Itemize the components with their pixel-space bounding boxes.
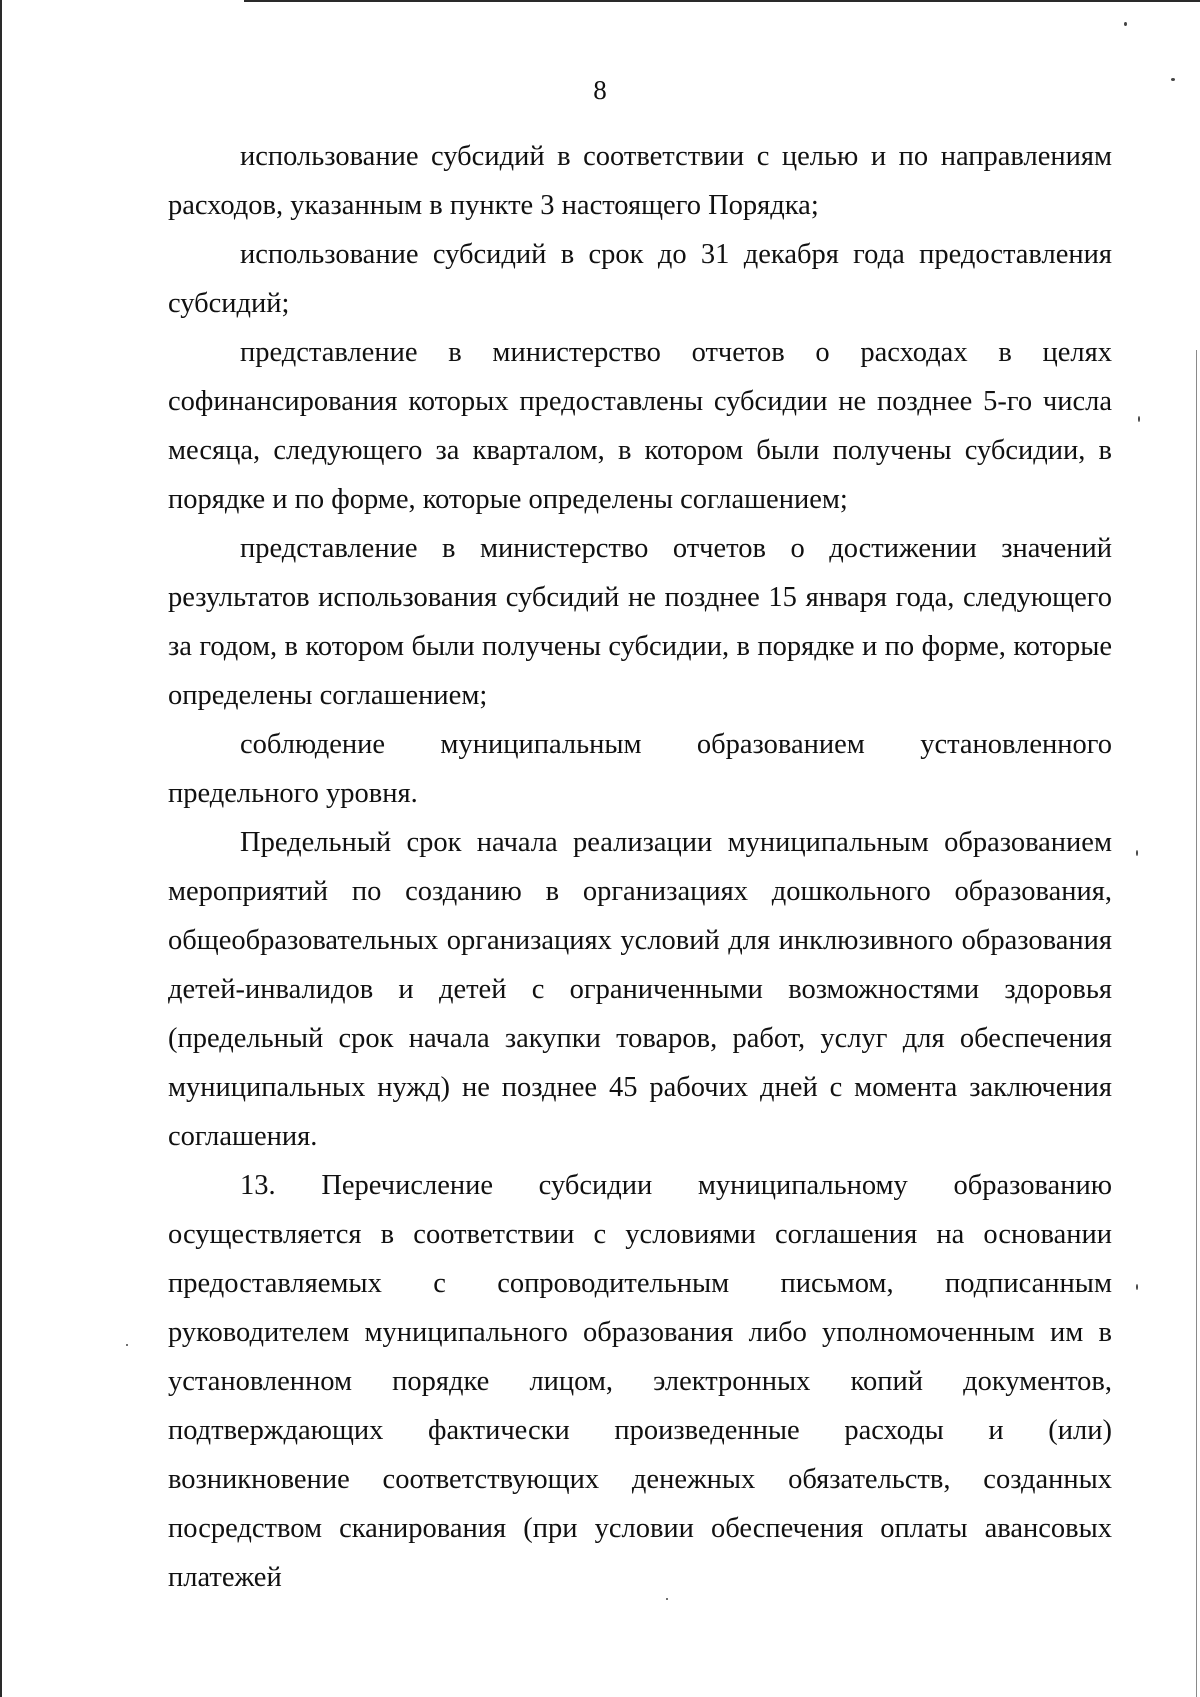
scan-speck: [1124, 22, 1127, 26]
paragraph: использование субсидий в соответствии с целью и по направлениям расходов, указанным в пункте 3 настоящего Порядка;: [168, 141, 1112, 221]
scan-speck: [1136, 850, 1138, 856]
scan-speck: [1136, 1284, 1138, 1290]
paragraph: Предельный срок начала реализации муниципальным образованием мероприятий по созданию в организациях дошкольного образования, общеобразовательных организациях условий для инклюзивного образования детей-инвалидов и детей с ограниченными возможностями здоровья (предельный срок начала закупки товаров, работ, услуг для обеспечения муниципальных нужд) не позднее 45 рабочих дней с момента заключения соглашения.: [168, 827, 1112, 1152]
scan-speck: [1138, 416, 1140, 422]
scan-edge-left: [0, 0, 2, 1697]
section-13-text: Перечисление субсидии муниципальному образованию осуществляется в соответствии с условиями соглашения на основании предоставляемых с сопроводительным письмом, подписанным руководителем муниципального образования либо уполномоченным им в установленном порядке лицом, электронных копий документов, подтверждающих фактически произведенные расходы и (или) возникновение соответствующих денежных обязательств, созданных посредством сканирования (при условии обеспечения оплаты авансовых платежей: [168, 1170, 1113, 1593]
document-body: [168, 132, 1112, 1602]
section-number: 13.: [240, 1170, 276, 1201]
section-13-paragraph: [168, 1161, 1112, 1602]
page-number: 8: [593, 75, 607, 105]
paragraph: соблюдение муниципальным образованием установленного предельного уровня.: [168, 729, 1112, 809]
paragraph: использование субсидий в срок до 31 декабря года предоставления субсидий;: [168, 239, 1112, 319]
paragraph: представление в министерство отчетов о расходах в целях софинансирования которых предоставлены субсидии не позднее 5-го числа месяца, следующего за кварталом, в котором были получены субсидии, в порядке и по форме, которые определены соглашением;: [168, 337, 1112, 515]
scan-edge-top: [244, 0, 1200, 2]
scan-speck: [126, 1344, 128, 1346]
scan-edge-right: [1196, 350, 1197, 1697]
paragraph: представление в министерство отчетов о достижении значений результатов использования субсидий не позднее 15 января года, следующего за годом, в котором были получены субсидии, в порядке и по форме, которые определены соглашением;: [168, 533, 1112, 711]
